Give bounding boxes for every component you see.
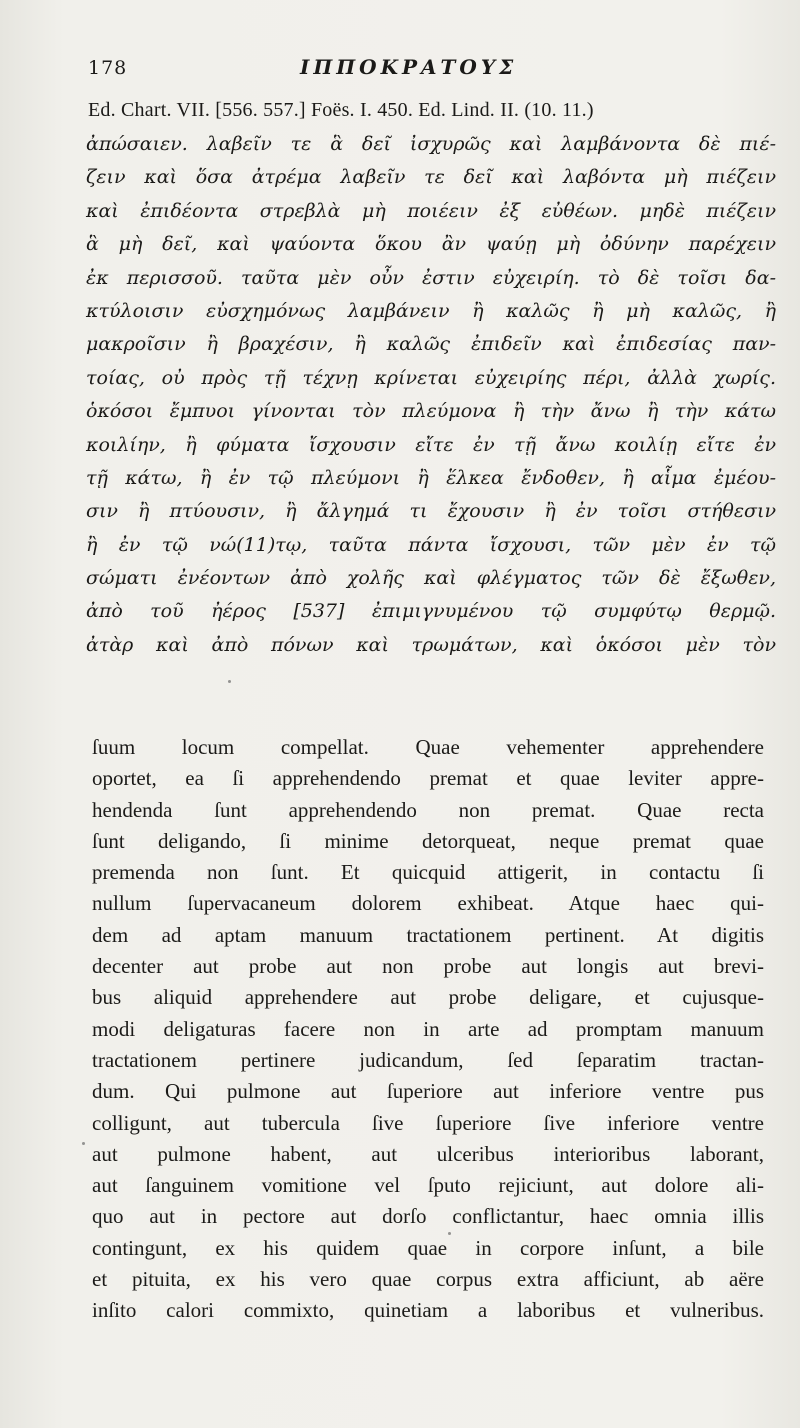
greek-line: κοιλίην, ἢ φύματα ἴσχουσιν εἴτε ἐν τῇ ἄνω κοιλίῃ εἴτε ἐν	[86, 433, 776, 456]
greek-line: ὁκόσοι ἔμπυοι γίνονται τὸν πλεύμονα ἢ τὴν ἄνω ἢ τὴν κάτω	[86, 400, 776, 423]
latin-line: ſunt deligando, ſi minime detorqueat, neque premat quae	[92, 828, 764, 853]
paper-speck	[228, 680, 231, 683]
greek-line: ἀτὰρ καὶ ἀπὸ πόνων καὶ τρωμάτων, καὶ ὁκόσοι μὲν τὸν	[86, 633, 776, 656]
greek-line: σιν ἢ πτύουσιν, ἢ ἄλγημά τι ἔχουσιν ἢ ἐν τοῖσι στήθεσιν	[86, 500, 776, 523]
greek-line: καὶ ἐπιδέοντα στρεβλὰ μὴ ποιέειν ἐξ εὐθέων. μηδὲ πιέζειν	[86, 199, 776, 222]
latin-line: modi deligaturas facere non in arte ad promptam manuum	[92, 1016, 764, 1041]
latin-line: ſuum locum compellat. Quae vehementer apprehendere	[92, 735, 764, 759]
latin-line: tractationem pertinere judicandum, ſed ſeparatim tractan-	[92, 1047, 764, 1072]
latin-line: inſito calori commixto, quinetiam a laboribus et vulneribus.	[92, 1298, 764, 1323]
greek-line: κτύλοισιν εὐσχημόνως λαμβάνειν ἢ καλῶς ἢ μὴ καλῶς, ἢ	[86, 299, 776, 322]
greek-text-block	[86, 128, 776, 662]
edition-reference-line: Ed. Chart. VII. [556. 557.] Foës. I. 450. Ed. Lind. II. (10. 11.)	[88, 99, 594, 121]
greek-line: ἃ μὴ δεῖ, καὶ ψαύοντα ὅκου ἂν ψαύῃ μὴ ὀδύνην παρέχειν	[86, 233, 776, 256]
latin-line: dem ad aptam manuum tractationem pertinent. At digitis	[92, 922, 764, 947]
latin-text-block	[92, 732, 764, 1327]
greek-line: τῇ κάτω, ἢ ἐν τῷ πλεύμονι ἢ ἕλκεα ἔνδοθεν, ἢ αἷμα ἐμέου-	[86, 466, 776, 489]
latin-line: et pituita, ex his vero quae corpus extra afficiunt, ab aëre	[92, 1267, 764, 1292]
latin-line: bus aliquid apprehendere aut probe deligare, et cujusque-	[92, 985, 764, 1010]
greek-line: ἀπὸ τοῦ ἠέρος [537] ἐπιμιγνυμένου τῷ συμφύτῳ θερμῷ.	[86, 600, 776, 623]
latin-line: aut pulmone habent, aut ulceribus interioribus laborant,	[92, 1141, 764, 1166]
latin-line: colligunt, aut tubercula ſive ſuperiore ſive inferiore ventre	[92, 1110, 764, 1135]
latin-line: quo aut in pectore aut dorſo conflictantur, haec omnia illis	[92, 1204, 764, 1229]
greek-line: ἀπώσαιεν. λαβεῖν τε ἃ δεῖ ἰσχυρῶς καὶ λαμβάνοντα δὲ πιέ-	[86, 133, 776, 155]
latin-line: dum. Qui pulmone aut ſuperiore aut inferiore ventre pus	[92, 1079, 764, 1104]
greek-line: μακροῖσιν ἢ βραχέσιν, ἢ καλῶς ἐπιδεῖν καὶ ἐπιδεσίας παν-	[86, 333, 776, 356]
latin-line: decenter aut probe aut non probe aut longis aut brevi-	[92, 954, 764, 979]
paper-speck	[82, 1142, 85, 1145]
latin-line: nullum ſupervacaneum dolorem exhibeat. Atque haec qui-	[92, 891, 764, 916]
latin-line: hendenda ſunt apprehendendo non premat. Quae recta	[92, 797, 764, 822]
running-title: ΙΠΠΟΚΡΑΤΟΥΣ	[300, 55, 518, 79]
latin-line: premenda non ſunt. Et quicquid attigerit, in contactu ſi	[92, 860, 764, 885]
greek-line: ἢ ἐν τῷ νώ(11)τῳ, ταῦτα πάντα ἴσχουσι, τῶν μὲν ἐν τῷ	[86, 533, 776, 556]
paper-speck	[448, 1232, 451, 1235]
latin-line: oportet, ea ſi apprehendendo premat et quae leviter appre-	[92, 766, 764, 791]
latin-line: aut ſanguinem vomitione vel ſputo rejiciunt, aut dolore ali-	[92, 1173, 764, 1198]
greek-line: ζειν καὶ ὅσα ἀτρέμα λαβεῖν τε δεῖ καὶ λαβόντα μὴ πιέζειν	[86, 166, 776, 189]
latin-line: contingunt, ex his quidem quae in corpore inſunt, a bile	[92, 1235, 764, 1260]
page-number: 178	[88, 57, 128, 79]
greek-line: σώματι ἐνέοντων ἀπὸ χολῆς καὶ φλέγματος τῶν δὲ ἔξωθεν,	[86, 567, 776, 590]
greek-line: τοίας, οὐ πρὸς τῇ τέχνῃ κρίνεται εὐχειρίης πέρι, ἀλλὰ χωρίς.	[86, 366, 776, 389]
page-header	[88, 55, 768, 85]
greek-line: ἐκ περισσοῦ. ταῦτα μὲν οὖν ἐστιν εὐχειρίη. τὸ δὲ τοῖσι δα-	[86, 266, 776, 289]
